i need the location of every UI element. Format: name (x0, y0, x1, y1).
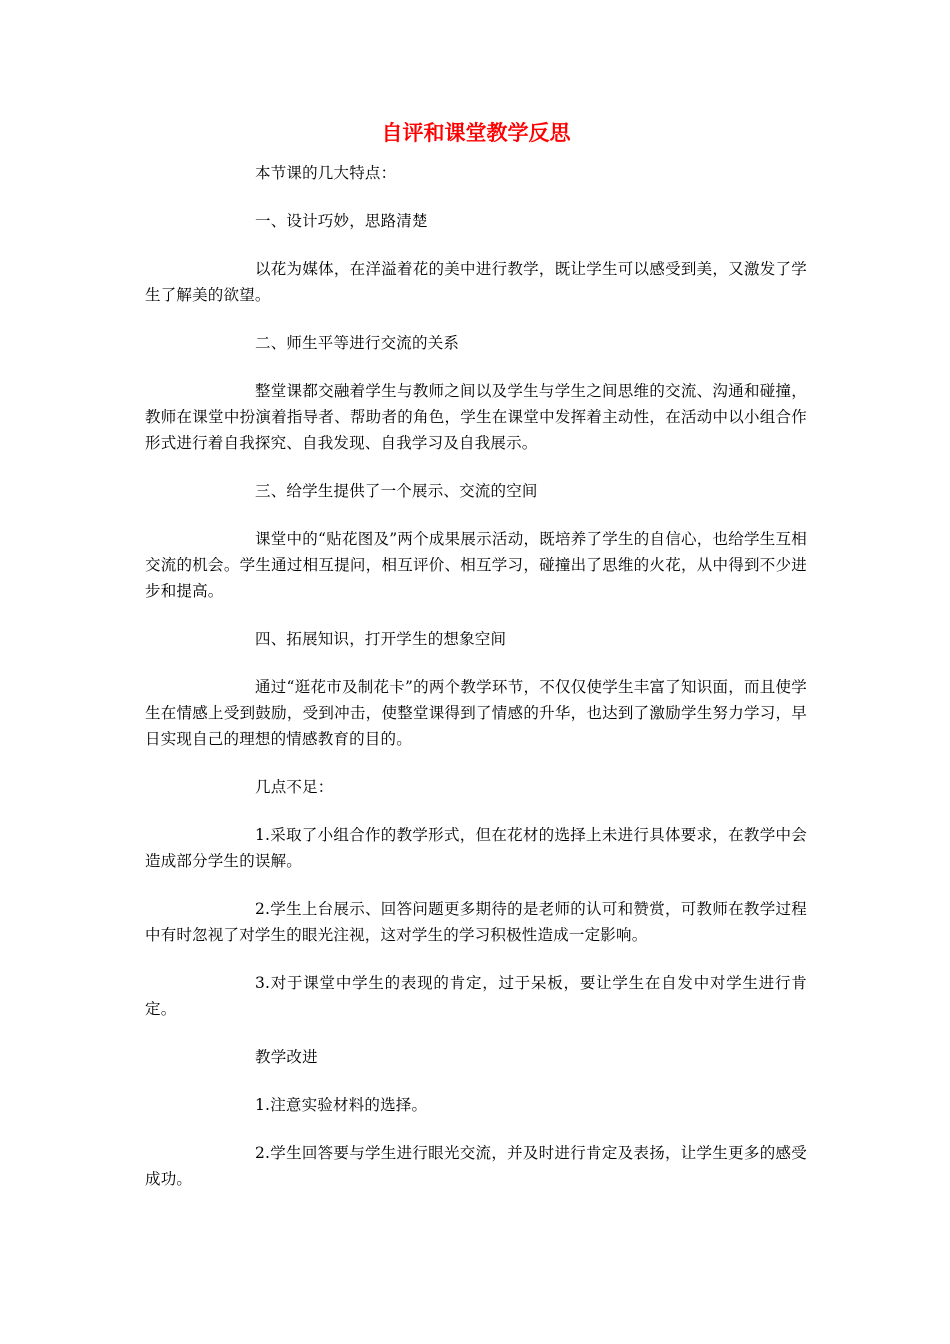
section-heading-1: 一、设计巧妙，思路清楚 (255, 212, 428, 230)
section-heading-2: 二、师生平等进行交流的关系 (255, 334, 460, 352)
section-heading-3: 三、给学生提供了一个展示、交流的空间 (255, 482, 538, 500)
section-body-1: 以花为媒体，在洋溢着花的美中进行教学，既让学生可以感受到美，又激发了学生了解美的欲望。 (145, 260, 807, 304)
section-body-3: 课堂中的“贴花图及”两个成果展示活动，既培养了学生的自信心，也给学生互相交流的机会。学生通过相互提问，相互评价、相互学习，碰撞出了思维的火花，从中得到不少进步和提高。 (145, 530, 807, 600)
shortcoming-item-1: 1.采取了小组合作的教学形式，但在花材的选择上未进行具体要求，在教学中会造成部分学生的误解。 (145, 826, 807, 870)
section-body-4: 通过“逛花市及制花卡”的两个教学环节，不仅仅使学生丰富了知识面，而且使学生在情感上受到鼓励，受到冲击，使整堂课得到了情感的升华，也达到了激励学生努力学习，早日实现自己的理想的情感教育的目的。 (145, 678, 807, 748)
improvement-item-2: 2.学生回答要与学生进行眼光交流，并及时进行肯定及表扬，让学生更多的感受成功。 (145, 1144, 807, 1188)
shortcomings-heading: 几点不足： (255, 778, 334, 796)
improvement-heading: 教学改进 (255, 1048, 318, 1066)
section-intro: 本节课的几大特点： (255, 164, 397, 182)
document-title: 自评和课堂教学反思 (381, 120, 571, 145)
section-body-2: 整堂课都交融着学生与教师之间以及学生与学生之间思维的交流、沟通和碰撞，教师在课堂中扮演着指导者、帮助者的角色，学生在课堂中发挥着主动性，在活动中以小组合作形式进行着自我探究、自我发现、自我学习及自我展示。 (145, 382, 807, 452)
section-heading-4: 四、拓展知识，打开学生的想象空间 (255, 630, 507, 648)
shortcoming-item-2: 2.学生上台展示、回答问题更多期待的是老师的认可和赞赏，可教师在教学过程中有时忽视了对学生的眼光注视，这对学生的学习积极性造成一定影响。 (145, 900, 807, 944)
improvement-item-1: 1.注意实验材料的选择。 (255, 1096, 428, 1114)
shortcoming-item-3: 3.对于课堂中学生的表现的肯定，过于呆板，要让学生在自发中对学生进行肯定。 (145, 974, 807, 1018)
document-page (145, 118, 807, 1214)
